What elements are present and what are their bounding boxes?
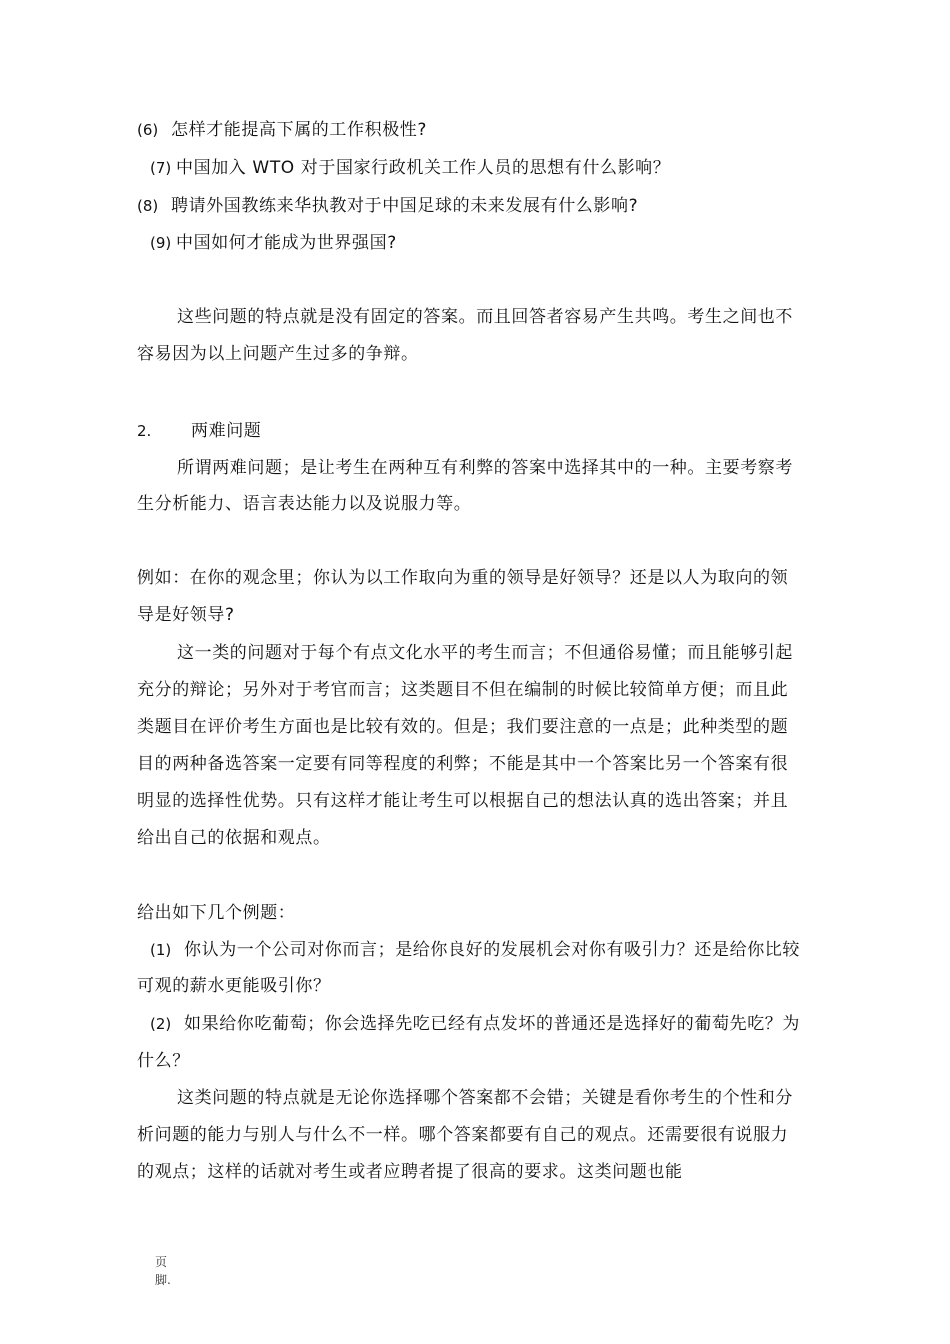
section-title: 两难问题 xyxy=(191,421,262,441)
paragraph-line: 导是好领导? xyxy=(137,605,235,625)
list-item xyxy=(150,156,835,180)
item-text: 中国加入 WTO 对于国家行政机关工作人员的思想有什么影响？ xyxy=(176,158,671,178)
footer-line: 页 xyxy=(155,1255,168,1269)
examples-intro: 给出如下几个例题： xyxy=(137,903,296,923)
footer-line: 脚. xyxy=(155,1273,171,1287)
item-number: (6) xyxy=(137,121,159,139)
item-number: (9) xyxy=(150,234,172,252)
list-item-continuation: 可观的薪水更能吸引你？ xyxy=(137,976,331,996)
paragraph-line: 析问题的能力与别人与什么不一样。哪个答案都要有自己的观点。还需要很有说服力 xyxy=(137,1125,789,1145)
paragraph-line: 的观点；这样的话就对考生或者应聘者提了很高的要求。这类问题也能 xyxy=(137,1162,683,1182)
item-number: (1) xyxy=(150,941,172,959)
paragraph-line: 充分的辩论；另外对于考官而言；这类题目不但在编制的时候比较简单方便；而且此 xyxy=(137,680,789,700)
list-item xyxy=(137,118,822,142)
item-text: 聘请外国教练来华执教对于中国足球的未来发展有什么影响? xyxy=(171,196,639,216)
list-item xyxy=(150,938,835,962)
section-number: 2. xyxy=(137,422,152,440)
section-heading xyxy=(137,419,822,443)
paragraph-line: 所谓两难问题；是让考生在两种互有利弊的答案中选择其中的一种。主要考察考 xyxy=(177,458,793,478)
item-text: 如果给你吃葡萄；你会选择先吃已经有点发坏的普通还是选择好的葡萄先吃？为 xyxy=(184,1014,800,1034)
paragraph-line: 生分析能力、语言表达能力以及说服力等。 xyxy=(137,494,472,514)
paragraph-line: 这些问题的特点就是没有固定的答案。而且回答者容易产生共鸣。考生之间也不 xyxy=(177,307,793,327)
paragraph-line: 目的两种备选答案一定要有同等程度的利弊；不能是其中一个答案比另一个答案有很 xyxy=(137,754,789,774)
paragraph-line: 明显的选择性优势。只有这样才能让考生可以根据自己的想法认真的选出答案；并且 xyxy=(137,791,789,811)
paragraph-line: 容易因为以上问题产生过多的争辩。 xyxy=(137,344,419,364)
paragraph-line: 这一类的问题对于每个有点文化水平的考生而言；不但通俗易懂；而且能够引起 xyxy=(177,643,793,663)
list-item xyxy=(150,1012,835,1036)
list-item xyxy=(150,231,835,255)
item-text: 怎样才能提高下属的工作积极性? xyxy=(171,120,428,140)
item-number: (2) xyxy=(150,1015,172,1033)
item-number: (8) xyxy=(137,197,159,215)
item-number: (7) xyxy=(150,159,172,177)
paragraph-line: 例如：在你的观念里；你认为以工作取向为重的领导是好领导？还是以人为取向的领 xyxy=(137,568,789,588)
item-text: 你认为一个公司对你而言；是给你良好的发展机会对你有吸引力？还是给你比较 xyxy=(184,940,800,960)
list-item xyxy=(137,194,822,218)
paragraph-line: 这类问题的特点就是无论你选择哪个答案都不会错；关键是看你考生的个性和分 xyxy=(177,1088,793,1108)
item-text: 中国如何才能成为世界强国? xyxy=(176,233,397,253)
paragraph-line: 类题目在评价考生方面也是比较有效的。但是；我们要注意的一点是；此种类型的题 xyxy=(137,717,789,737)
paragraph-line: 给出自己的依据和观点。 xyxy=(137,828,331,848)
list-item-continuation: 什么？ xyxy=(137,1051,190,1071)
